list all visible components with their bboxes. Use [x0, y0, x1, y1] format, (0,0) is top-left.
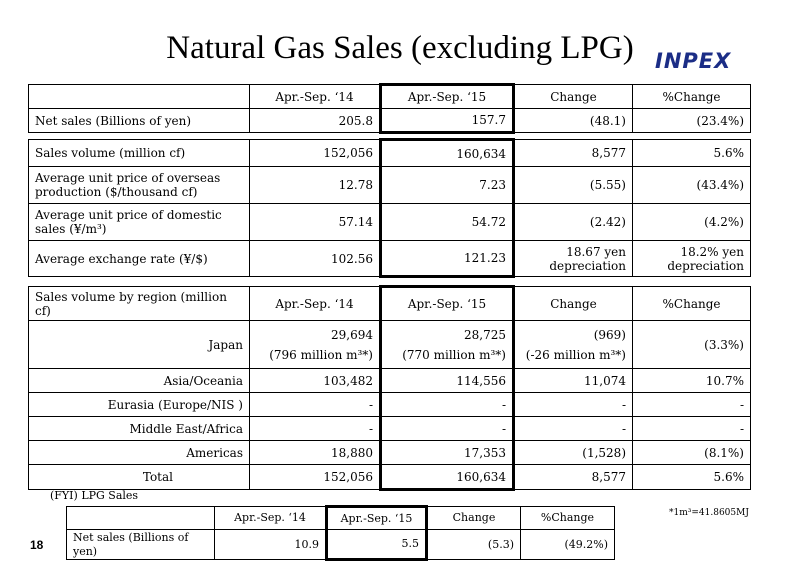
table-row	[29, 393, 751, 417]
header-pct-change: %Change	[633, 85, 751, 109]
page-title: Natural Gas Sales (excluding LPG)	[166, 30, 634, 66]
value-main: (969)	[593, 327, 626, 342]
cell-value: 11,074	[514, 369, 633, 393]
row-label: Average unit price of overseas production ($/thousand cf)	[29, 167, 250, 204]
cell-value: 8,577	[514, 140, 633, 167]
cell-value: -	[381, 393, 514, 417]
header-apr-sep-15: Apr.-Sep. ‘15	[381, 287, 514, 321]
lpg-sales-table	[66, 505, 615, 561]
cell-value: 54.72	[381, 204, 514, 241]
header-change: Change	[427, 507, 521, 530]
row-label: Average exchange rate (¥/$)	[29, 241, 250, 277]
table-row	[29, 140, 751, 167]
cell-value: 160,634	[381, 465, 514, 490]
volume-price-table	[28, 138, 751, 278]
row-label: Japan	[29, 321, 250, 369]
header-pct-change: %Change	[633, 287, 751, 321]
cell-value: (43.4%)	[633, 167, 751, 204]
cell-value: 12.78	[250, 167, 381, 204]
region-volume-table	[28, 285, 751, 491]
table-row-total	[29, 465, 751, 490]
value-sub: (-26 million m³*)	[525, 347, 626, 362]
cell-value: -	[633, 393, 751, 417]
cell-value: 121.23	[381, 241, 514, 277]
header-change: Change	[514, 85, 633, 109]
value-main: 29,694	[331, 327, 373, 342]
table-row	[67, 530, 615, 560]
header-apr-sep-15: Apr.-Sep. ‘15	[381, 85, 514, 109]
header-apr-sep-14: Apr.-Sep. ‘14	[250, 85, 381, 109]
cell-value: (1,528)	[514, 441, 633, 465]
header-change: Change	[514, 287, 633, 321]
cell-value: 18.2% yen depreciation	[633, 241, 751, 277]
cell-value: 7.23	[381, 167, 514, 204]
cell-value: 5.6%	[633, 465, 751, 490]
value-sub: (770 million m³*)	[402, 347, 506, 362]
header-apr-sep-14: Apr.-Sep. ‘14	[250, 287, 381, 321]
cell-value: (49.2%)	[521, 530, 615, 560]
table-row	[29, 441, 751, 465]
cell-value: 114,556	[381, 369, 514, 393]
table-row	[29, 204, 751, 241]
table-row	[29, 241, 751, 277]
table-row	[29, 369, 751, 393]
cell-value: -	[381, 417, 514, 441]
cell-value: 152,056	[250, 465, 381, 490]
net-sales-table	[28, 83, 751, 134]
cell-value: 18.67 yen depreciation	[514, 241, 633, 277]
header-pct-change: %Change	[521, 507, 615, 530]
fyi-label: (FYI) LPG Sales	[50, 489, 139, 502]
cell-value: -	[250, 417, 381, 441]
table-row	[29, 417, 751, 441]
row-label: Middle East/Africa	[29, 417, 250, 441]
table-row-japan	[29, 321, 751, 369]
cell-value: 10.9	[215, 530, 327, 560]
cell-value: -	[514, 417, 633, 441]
row-label: Average unit price of domestic sales (¥/m³)	[29, 204, 250, 241]
header-empty	[29, 85, 250, 109]
cell-value: (3.3%)	[633, 321, 751, 369]
row-label: Eurasia (Europe/NIS )	[29, 393, 250, 417]
cell-value: 5.5	[327, 530, 427, 560]
cell-value: 17,353	[381, 441, 514, 465]
cell-value: -	[514, 393, 633, 417]
cell-value: 157.7	[381, 109, 514, 133]
cell-value: -	[633, 417, 751, 441]
cell-value: 18,880	[250, 441, 381, 465]
header-apr-sep-15: Apr.-Sep. ‘15	[327, 507, 427, 530]
row-label: Sales volume (million cf)	[29, 140, 250, 167]
footnote: *1m³=41.8605MJ	[669, 508, 749, 518]
page-number: 18	[30, 538, 44, 552]
cell-value: (23.4%)	[633, 109, 751, 133]
cell-value: 8,577	[514, 465, 633, 490]
cell-value: 205.8	[250, 109, 381, 133]
cell-value	[514, 321, 633, 369]
cell-value: -	[250, 393, 381, 417]
row-label: Asia/Oceania	[29, 369, 250, 393]
inpex-logo: INPEX	[655, 49, 732, 73]
cell-value: 5.6%	[633, 140, 751, 167]
cell-value: (5.55)	[514, 167, 633, 204]
header-empty	[67, 507, 215, 530]
cell-value: (4.2%)	[633, 204, 751, 241]
header-apr-sep-14: Apr.-Sep. ‘14	[215, 507, 327, 530]
cell-value: (48.1)	[514, 109, 633, 133]
cell-value: 152,056	[250, 140, 381, 167]
cell-value: 103,482	[250, 369, 381, 393]
row-label: Americas	[29, 441, 250, 465]
cell-value: (2.42)	[514, 204, 633, 241]
cell-value	[250, 321, 381, 369]
row-label: Net sales (Billions of yen)	[29, 109, 250, 133]
value-main: 28,725	[464, 327, 506, 342]
cell-value: 57.14	[250, 204, 381, 241]
row-label: Net sales (Billions of yen)	[67, 530, 215, 560]
header-region: Sales volume by region (million cf)	[29, 287, 250, 321]
table-row	[29, 109, 751, 133]
value-sub: (796 million m³*)	[269, 347, 373, 362]
row-label: Total	[29, 465, 250, 490]
cell-value	[381, 321, 514, 369]
cell-value: 102.56	[250, 241, 381, 277]
cell-value: (8.1%)	[633, 441, 751, 465]
cell-value: 10.7%	[633, 369, 751, 393]
table-row	[29, 167, 751, 204]
cell-value: (5.3)	[427, 530, 521, 560]
cell-value: 160,634	[381, 140, 514, 167]
